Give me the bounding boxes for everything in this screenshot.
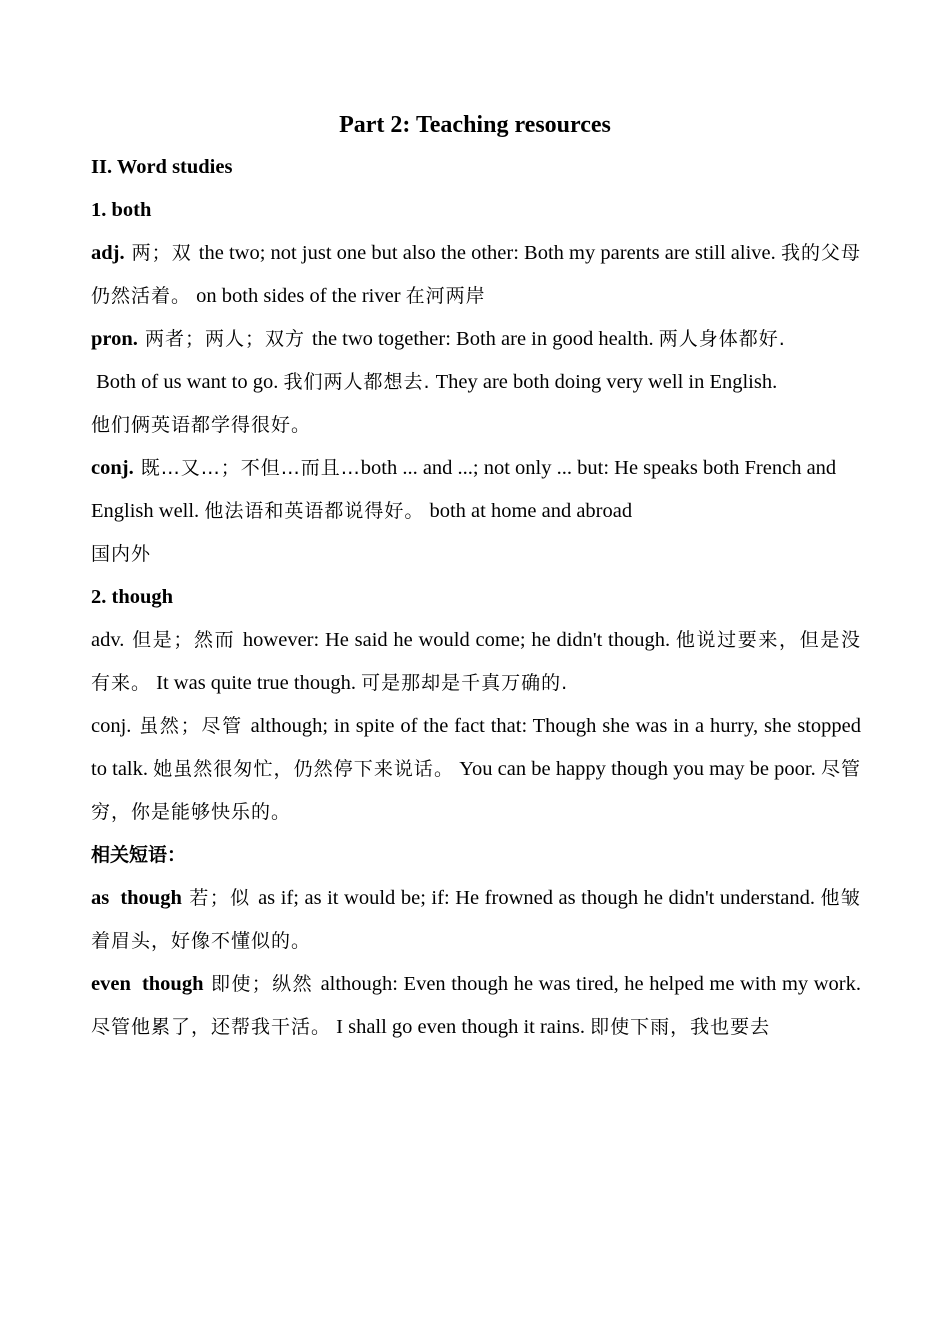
english-example: I shall go even though it rains.: [331, 1016, 591, 1038]
entry-both-adj: [91, 232, 861, 318]
english-example: It was quite true though.: [151, 672, 362, 694]
english-definition: although; in spite of the fact that: Though she was in a hurry, she stopped to talk.: [91, 715, 861, 780]
chinese-example: 尽管穷，你是能够快乐的。: [91, 758, 861, 823]
english-example: both at home and abroad: [424, 500, 633, 522]
related-phrases-label: 相关短语：: [91, 844, 187, 866]
section-heading: II. Word studies: [91, 156, 233, 178]
phrase-entry-as-though: [91, 877, 861, 963]
chinese-example: 她虽然很匆忙，仍然停下来说话。: [153, 758, 455, 780]
phrase-entry-even-though: [91, 963, 861, 1049]
phrase-label: even though: [91, 973, 204, 995]
english-example: They are both doing very well in English.: [430, 371, 778, 393]
english-example: on both sides of the river: [191, 285, 406, 307]
entry-though-adv: [91, 619, 861, 705]
chinese-example: 国内外: [91, 543, 152, 565]
chinese-example: 可是那却是千真万确的.: [361, 672, 569, 694]
chinese-meaning: 即使；纵然: [203, 973, 321, 995]
chinese-example: 他们俩英语都学得很好。: [91, 414, 312, 436]
chinese-example: 他说过要来，但是没有来。: [91, 629, 861, 694]
word-heading-both: 1. both: [91, 199, 152, 221]
chinese-meaning: 两者；两人；双方: [137, 328, 312, 350]
chinese-example: 在河两岸: [405, 285, 486, 307]
document-body: [91, 146, 861, 1049]
chinese-meaning: 但是；然而: [124, 629, 243, 651]
english-definition: the two; not just one but also the other: Both my parents are still alive.: [198, 242, 776, 264]
word-heading-though: 2. though: [91, 586, 174, 608]
pos-label: adv.: [91, 629, 125, 651]
page-title: Part 2: Teaching resources: [339, 112, 611, 138]
chinese-meaning: 两；双: [124, 242, 199, 264]
chinese-example: 即使下雨，我也要去: [590, 1016, 771, 1038]
english-example: You can be happy though you may be poor.: [454, 758, 821, 780]
chinese-meaning: 若；似: [181, 887, 259, 909]
english-definition: the two together: Both are in good health.: [312, 328, 659, 350]
pos-label: conj.: [91, 457, 134, 479]
chinese-example: 他法语和英语都说得好。: [204, 500, 425, 522]
chinese-meaning: 既…又…；不但…而且…: [133, 457, 361, 479]
entry-both-pron: [91, 318, 861, 447]
pos-label: pron.: [91, 328, 138, 350]
chinese-example: 尽管他累了，还帮我干活。: [91, 1016, 332, 1038]
chinese-meaning: 虽然；尽管: [131, 715, 251, 737]
chinese-example: 两人身体都好.: [658, 328, 786, 350]
entry-both-conj: [91, 447, 861, 576]
english-definition: although: Even though he was tired, he helped me with my work.: [320, 973, 861, 995]
entry-though-conj: [91, 705, 861, 834]
english-definition: both ... and ...; not only ... but: He speaks both French and English well.: [91, 457, 837, 522]
phrase-label: as though: [91, 887, 182, 909]
english-definition: however: He said he would come; he didn't though.: [242, 629, 676, 651]
english-example: Both of us want to go.: [96, 371, 284, 393]
english-definition: as if; as it would be; if: He frowned as though he didn't understand.: [258, 887, 821, 909]
chinese-example: 他皱着眉头，好像不懂似的。: [91, 887, 861, 952]
pos-label: adj.: [91, 242, 125, 264]
chinese-example: 我的父母仍然活着。: [91, 242, 861, 307]
pos-label: conj.: [91, 715, 132, 737]
chinese-example: 我们两人都想去.: [283, 371, 431, 393]
